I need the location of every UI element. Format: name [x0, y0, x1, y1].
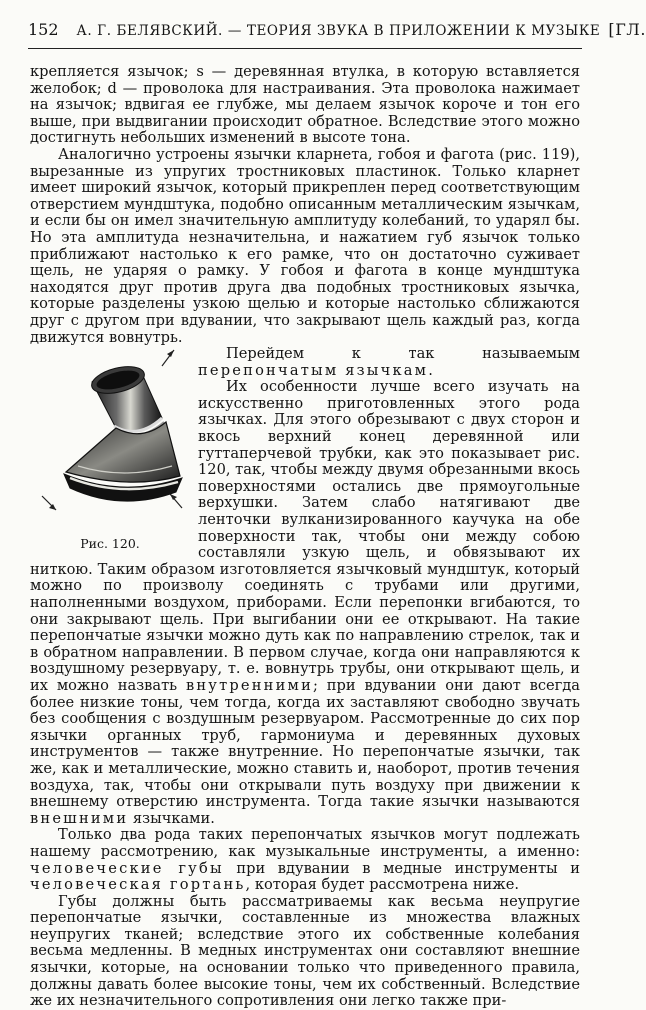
text-run: ; при вдувании они дают всегда более низкие тоны, чем тогда, когда их заставляют свободно звучать без сообщения с воздушным резервуаром. Рассмотренные до сих пор язычки органных труб, гармониума и деревянных духовых инструментов — также внутренние. Но перепончатые язычки, так же, как и металлические, можно ставить и, наоборот, против течения воздуха, так, чтобы они открывали путь воздуху при движении к внешнему отверстию инструмента. Тогда такие язычки называются [30, 676, 580, 811]
text-run: , которая будет рассмотрена ниже. [245, 876, 519, 894]
figure-caption: Рис. 120. [80, 536, 140, 552]
spaced-term: человеческая гортань [30, 876, 246, 894]
text-run: . [428, 361, 433, 379]
figure-120 [34, 348, 186, 556]
paragraph: Губы должны быть рассматриваемы как весьма неупругие перепончатые язычки, составленные из множества влажных неупругих тканей; вследствие этого их собственные колебания весьма медленны. В медных инструментах они составляют внешние язычки, которые, на основании только что приведенного правила, должны давать более высокие тоны, чем их собственный. Вследствие же их незначительного сопротивления они легко также при- [30, 892, 580, 1010]
reed-mouthpiece-illustration [34, 348, 186, 534]
spaced-term: человеческие губы [30, 859, 224, 877]
page-body [30, 64, 580, 1010]
paragraph [30, 827, 580, 893]
spaced-term: внутренними [185, 676, 313, 694]
header-rule [28, 48, 582, 49]
page-header [28, 20, 646, 44]
spaced-term: внешними [30, 809, 129, 827]
text-run: Их особенности лучше всего изучать на искусственно приготовленных этого рода язычках. Для этого обрезывают с двух сторон и вкось верхний конец деревянной или гуттаперчевой трубки, как это показывает рис. 120, так, чтобы между двумя обрезанными вкось поверхностями остались две прямоугольные верхушки. Затем слабо натягивают две ленточки вулканизированного каучука на обе поверхности так, чтобы они между собою составляли узкую щель, и обвязывают их ниткою. Таким образом изготовляется язычковый мундштук, который можно по произволу соединять с трубами или другими, наполненными воздухом, приборами. Если перепонки вгибаются, то они закрывают щель. При выгибании они ее открывают. На такие перепончатые язычки можно дуть как по направлению стрелок, так и в обратном направлении. В первом случае, когда они направляются к воздушному резервуару, т. е. вовнутрь трубы, они открывают щель, и их можно назвать [30, 378, 580, 694]
text-run: язычками. [128, 809, 215, 827]
text-run: Перейдем к так называемым [226, 345, 580, 363]
chapter-mark: [ГЛ. [608, 20, 646, 39]
text-run: при вдувании в медные инструменты и [223, 859, 580, 877]
text-run: Только два рода таких перепончатых язычков могут подлежать нашему рассмотрению, как музыкальные инструменты, а именно: [30, 826, 580, 860]
paragraph: крепляется язычок; s — деревянная втулка, в которую вставляется желобок; d — проволока для настраивания. Эта проволока нажимает на язычок; вдвигая ее глубже, мы делаем язычок короче и тон его выше, при выдвигании происходит обратное. Вследствие этого можно достигнуть небольших изменений в высоте тона. [30, 63, 580, 147]
paragraph: Аналогично устроены язычки кларнета, гобоя и фагота (рис. 119), вырезанные из упругих тростниковых пластинок. Только кларнет имеет широкий язычок, который прикреплен перед соответствующим отверстием мундштука, подобно описанным металлическим язычкам, и если бы он имел значительную амплитуду колебаний, то ударял бы. Но эта амплитуда незначительна, и нажатием губ язычок только приближают настолько к его рамке, что он достаточно суживает щель, не ударяя о рамку. У гобоя и фагота в конце мундштука находятся друг против друга два подобных тростниковых язычка, которые разделены узкою щелью и которые настолько сближаются друг с другом при вдувании, что закрывают щель каждый раз, когда движутся вовнутрь. [30, 145, 580, 346]
page-number: 152 [28, 20, 59, 39]
running-title: А. Г. БЕЛЯВСКИЙ. — ТЕОРИЯ ЗВУКА В ПРИЛОЖЕНИИ К МУЗЫКЕ [76, 23, 601, 39]
spaced-term: перепончатым язычкам [198, 361, 429, 379]
